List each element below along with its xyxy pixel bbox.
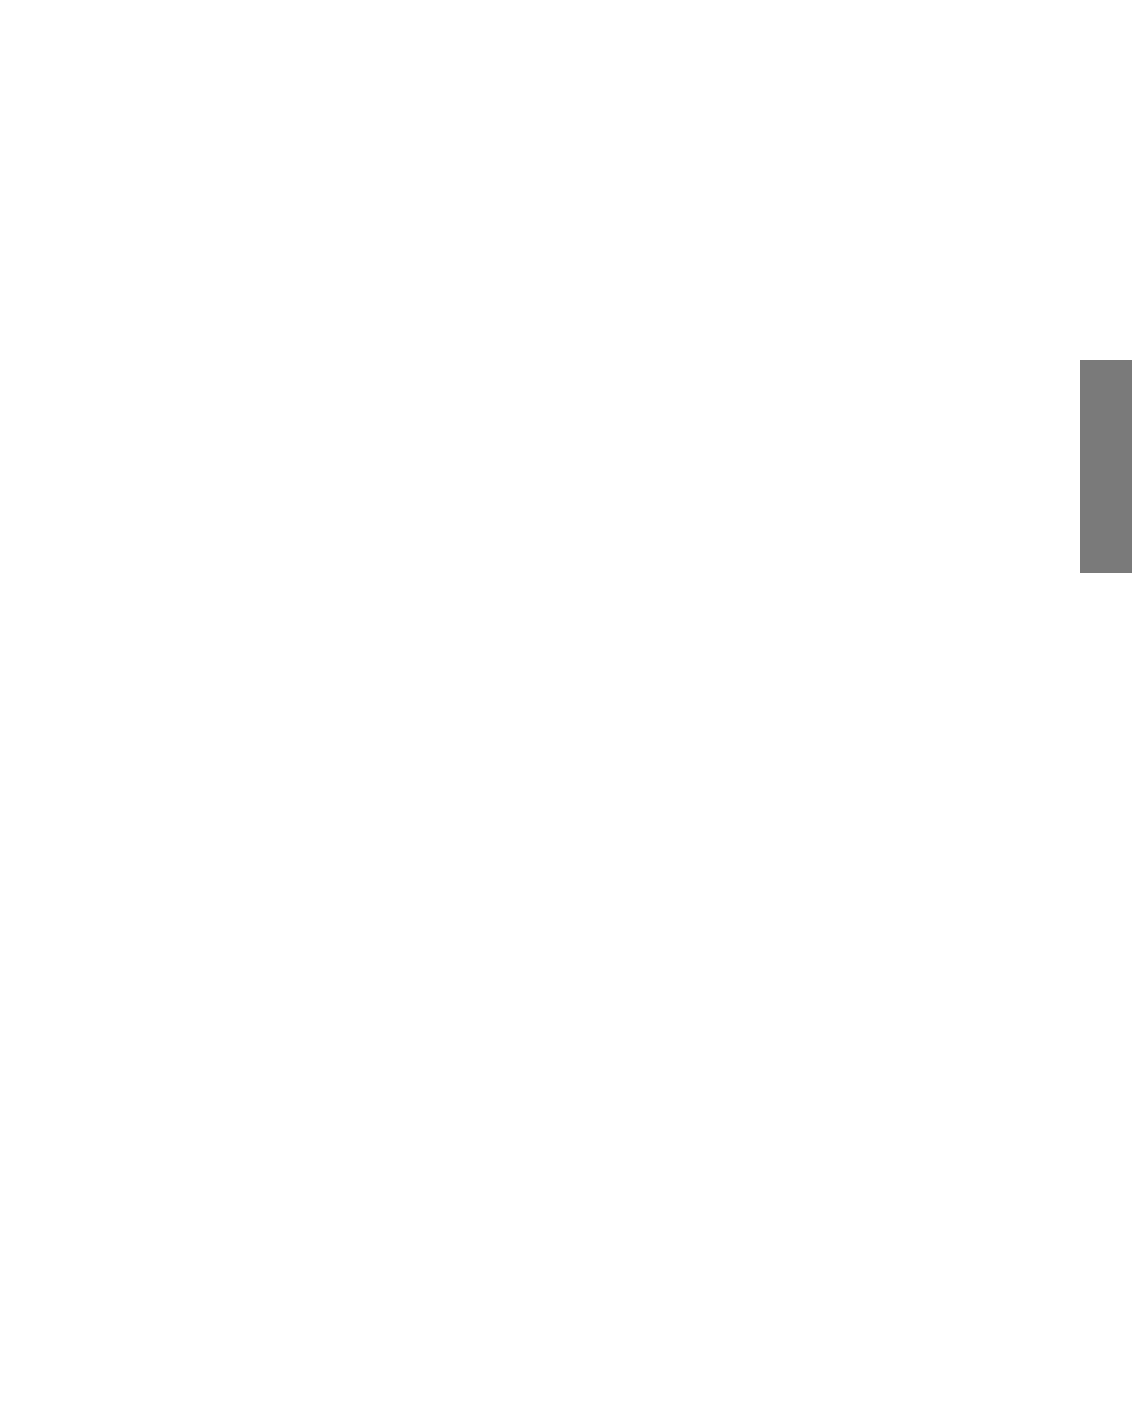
chapter-tab — [1080, 360, 1132, 573]
